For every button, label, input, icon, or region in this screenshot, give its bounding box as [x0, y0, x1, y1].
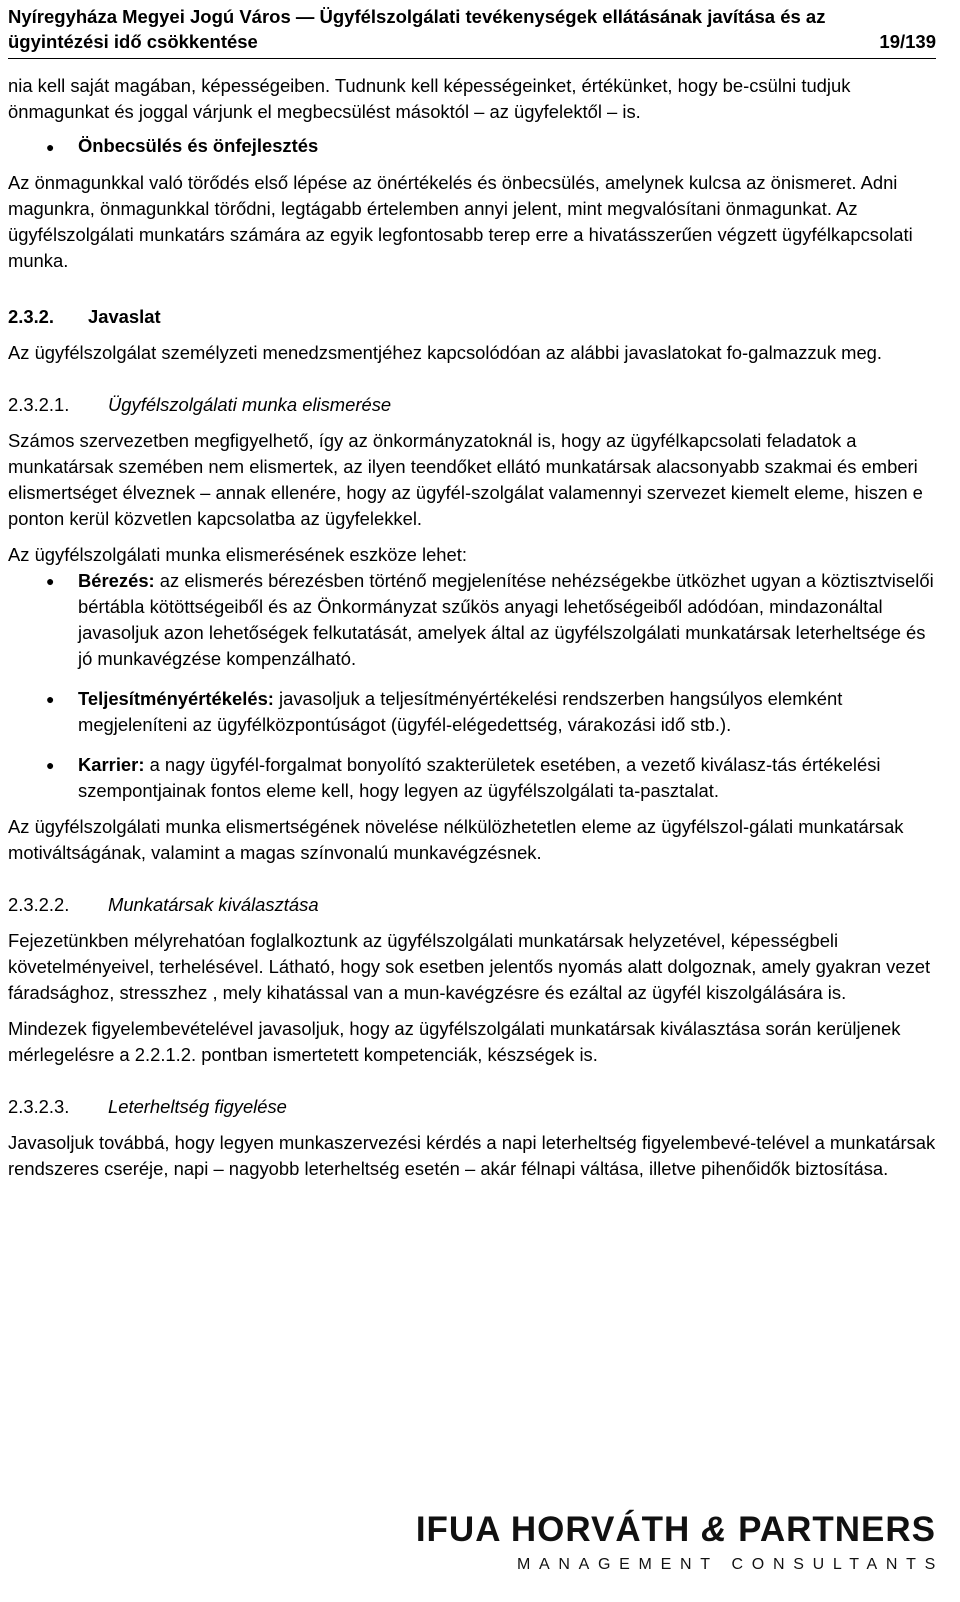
- section-2-3-2-1-lead: Az ügyfélszolgálati munka elismerésének eszköze lehet:: [8, 544, 467, 565]
- section-2-3-2-3-paragraph: Javasoljuk továbbá, hogy legyen munkaszervezési kérdés a napi leterheltség figyelembevé-telével a munkatársak rendszeres cseréje, napi – nagyobb leterheltség esetén – akár félnapi váltása, illetve pihenőidők biztosítása.: [8, 1132, 936, 1179]
- section-title: Leterheltség figyelése: [108, 1096, 287, 1117]
- list-item-text: az elismerés bérezésben történő megjelenítése nehézségekbe ütközhet ugyan a köztisztviselői bértábla kötöttségeiből és az Önkormányzat szűkös anyagi lehetőségeiből adódóan, mindazonáltal javasoljuk azon lehetőségek felkutatását, amelyek által az ügyfélszolgálati munkatársak leterheltsége és jó munkavégzése kompenzálható.: [78, 570, 934, 669]
- company-logo: [415, 1510, 944, 1574]
- document-page: [8, 0, 936, 1182]
- intro-paragraph: nia kell saját magában, képességeiben. Tudnunk kell képességeinket, értékünket, hogy be-csülni tudjuk önmagunkat és joggal várjunk el megbecsülést másoktól – az ügyfelektől – is.: [8, 75, 851, 122]
- logo-brand: [416, 1510, 936, 1550]
- list-item: [8, 752, 936, 804]
- header-title-line2: ügyintézési idő csökkentése: [8, 31, 258, 52]
- section-heading-2-3-2-3: [8, 1094, 936, 1120]
- logo-brand-part2: PARTNERS: [738, 1510, 936, 1549]
- list-item-label: Karrier:: [78, 754, 145, 775]
- recognition-tools-list: [8, 568, 936, 804]
- header-divider: [8, 58, 936, 59]
- logo-brand-part1: IFUA HORVÁTH: [415, 1510, 691, 1549]
- section-heading-2-3-2-1: [8, 392, 936, 418]
- section-2-3-2-2-paragraph-1: Fejezetünkben mélyrehatóan foglalkoztunk az ügyfélszolgálati munkatársak helyzetével, képességbeli követelményeivel, terhelésével. Látható, hogy sok esetben jelentős nyomás alatt dolgoznak, amely gyakran vezet fáradsághoz, stresszhez , mely kihatással van a mun-kavégzésre és ezáltal az ügyfél kiszolgálására is.: [8, 930, 931, 1003]
- list-item-label: Bérezés:: [78, 570, 155, 591]
- self-esteem-heading-text: Önbecsülés és önfejlesztés: [78, 135, 319, 156]
- page-number: 19/139: [879, 31, 936, 52]
- section-title: Ügyfélszolgálati munka elismerése: [108, 394, 392, 415]
- section-heading-2-3-2: [8, 304, 936, 330]
- page-header: [8, 0, 936, 54]
- section-number: 2.3.2.2.: [8, 894, 70, 915]
- list-item: [8, 568, 936, 672]
- section-2-3-2-2-paragraph-2: Mindezek figyelembevételével javasoljuk, hogy az ügyfélszolgálati munkatársak kiválasztása során kerüljenek mérlegelésre a 2.2.1.2. pontban ismertetett kompetenciák, készségek is.: [8, 1018, 901, 1065]
- self-esteem-paragraph: Az önmagunkkal való törődés első lépése az önértékelés és önbecsülés, amelynek kulcsa az önismeret. Adni magunkra, önmagunkkal törődni, legtágabb értelemben annyi jelent, mint megvalósítani önmagunkat. Az ügyfélszolgálati munkatárs számára az egyik legfontosabb terep erre a hivatásszerűen végzett ügyfélkapcsolati munka.: [8, 172, 913, 271]
- list-item-text: a nagy ügyfél-forgalmat bonyolító szakterületek esetében, a vezető kiválasz-tás értékelési szempontjainak fontos eleme kell, hogy legyen az ügyfélszolgálati ta-pasztalat.: [78, 754, 881, 801]
- section-2-3-2-paragraph: Az ügyfélszolgálat személyzeti menedzsmentjéhez kapcsolódóan az alábbi javaslatokat fo-galmazzuk meg.: [8, 342, 883, 363]
- section-number: 2.3.2.1.: [8, 394, 70, 415]
- list-item: [8, 686, 936, 738]
- self-esteem-heading: [8, 133, 936, 160]
- section-number: 2.3.2.: [8, 306, 55, 327]
- section-2-3-2-1-paragraph: Számos szervezetben megfigyelhető, így az önkormányzatoknál is, hogy az ügyfélkapcsolati feladatok a munkatársak szemében nem elismertek, az ilyen teendőket ellátó munkatársak alacsonyabb szakmai és emberi elismertséget élveznek – annak ellenére, hogy az ügyfél-szolgálat valamennyi szervezet kiemelt eleme, hiszen e ponton kerül közvetlen kapcsolatba az ügyfelekkel.: [8, 430, 923, 529]
- list-item-label: Teljesítményértékelés:: [78, 688, 274, 709]
- bullet-icon: ●: [46, 757, 55, 773]
- logo-ampersand: &: [701, 1510, 728, 1549]
- section-2-3-2-1-closing: Az ügyfélszolgálati munka elismertségének növelése nélkülözhetetlen eleme az ügyfélszol-gálati munkatársak motiváltságának, valamint a magas színvonalú munkavégzésnek.: [8, 816, 904, 863]
- list-item-text: javasoljuk a teljesítményértékelési rendszerben hangsúlyos elemként megjeleníteni az ügyfélközpontúságot (ügyfél-elégedettség, várakozási idő stb.).: [78, 688, 843, 735]
- section-heading-2-3-2-2: [8, 892, 936, 918]
- bullet-icon: ●: [46, 139, 55, 155]
- header-title-line1: Nyíregyháza Megyei Jogú Város — Ügyfélszolgálati tevékenységek ellátásának javítása és az: [8, 6, 826, 27]
- section-title: Munkatársak kiválasztása: [108, 894, 319, 915]
- bullet-icon: ●: [46, 573, 55, 589]
- bullet-icon: ●: [46, 691, 55, 707]
- section-number: 2.3.2.3.: [8, 1096, 70, 1117]
- logo-tagline: MANAGEMENT CONSULTANTS: [517, 1556, 944, 1573]
- section-title: Javaslat: [88, 306, 161, 327]
